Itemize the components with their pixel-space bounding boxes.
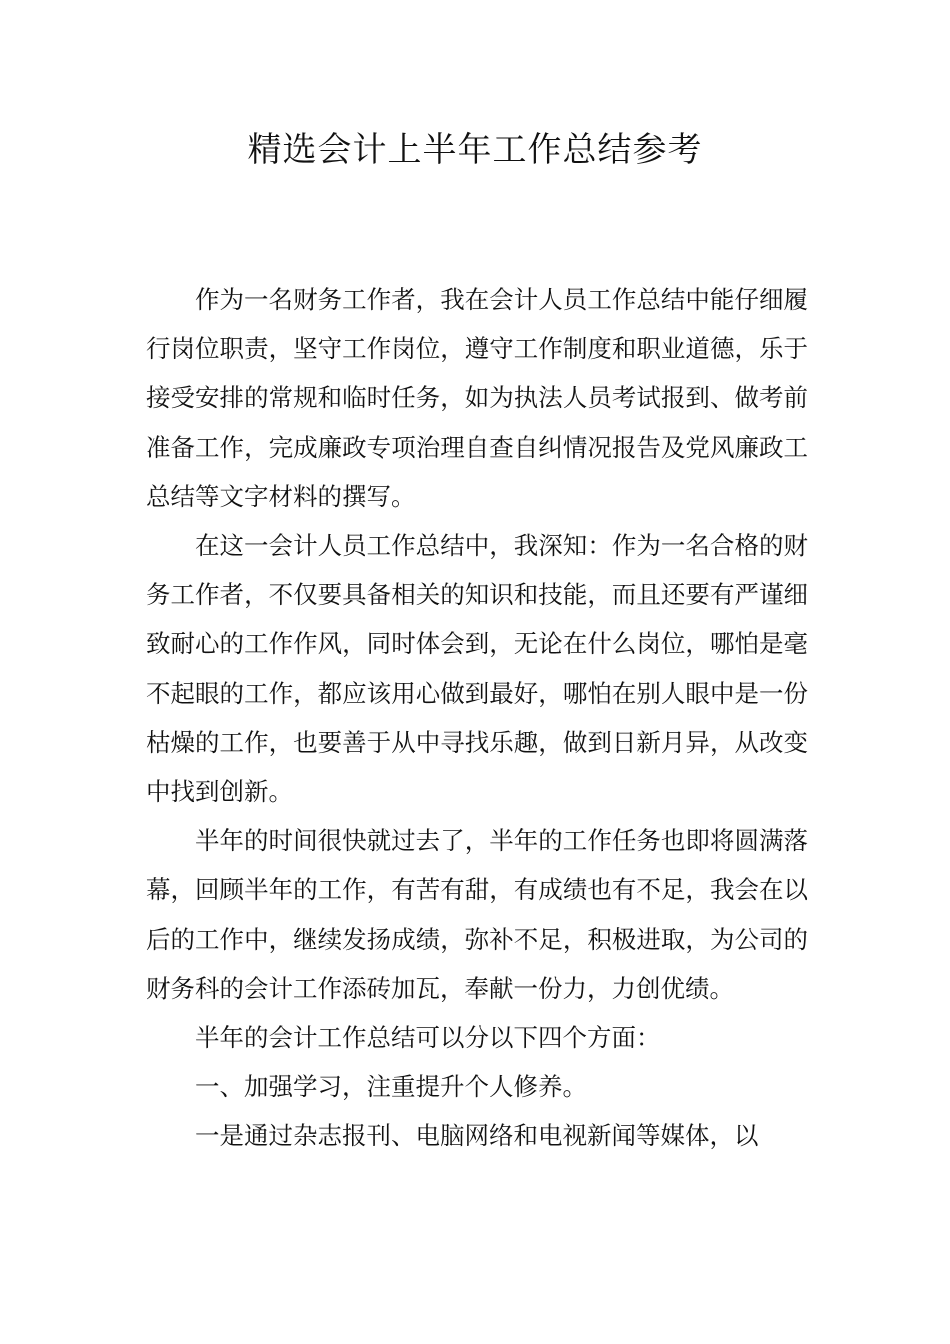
paragraph-6: 一是通过杂志报刊、电脑网络和电视新闻等媒体，以 — [195, 1121, 759, 1151]
paragraph-2: 在这一会计人员工作总结中，我深知：作为一名合格的财务工作者，不仅要具备相关的知识和技能，而且还要有严谨细致耐心的工作作风，同时体会到，无论在什么岗位，哪怕是毫不起眼的工作，都应该用心做到最好，哪怕在别人眼中是一份枯燥的工作，也要善于从中寻找乐趣，做到日新月异，从改变中找到创新。 — [146, 531, 808, 807]
paragraph-5: 一、加强学习，注重提升个人修养。 — [195, 1072, 587, 1102]
document-title: 精选会计上半年工作总结参考 — [247, 130, 703, 170]
document-body — [146, 275, 808, 1161]
paragraph-1: 作为一名财务工作者，我在会计人员工作总结中能仔细履行岗位职责，坚守工作岗位，遵守工作制度和职业道德，乐于接受安排的常规和临时任务，如为执法人员考试报到、做考前准备工作，完成廉政专项治理自查自纠情况报告及党风廉政工总结等文字材料的撰写。 — [146, 285, 808, 511]
paragraph-4: 半年的会计工作总结可以分以下四个方面： — [195, 1023, 661, 1053]
paragraph-3: 半年的时间很快就过去了，半年的工作任务也即将圆满落幕，回顾半年的工作，有苦有甜，有成绩也有不足，我会在以后的工作中，继续发扬成绩，弥补不足，积极进取，为公司的财务科的会计工作添砖加瓦，奉献一份力，力创优绩。 — [146, 826, 808, 1003]
